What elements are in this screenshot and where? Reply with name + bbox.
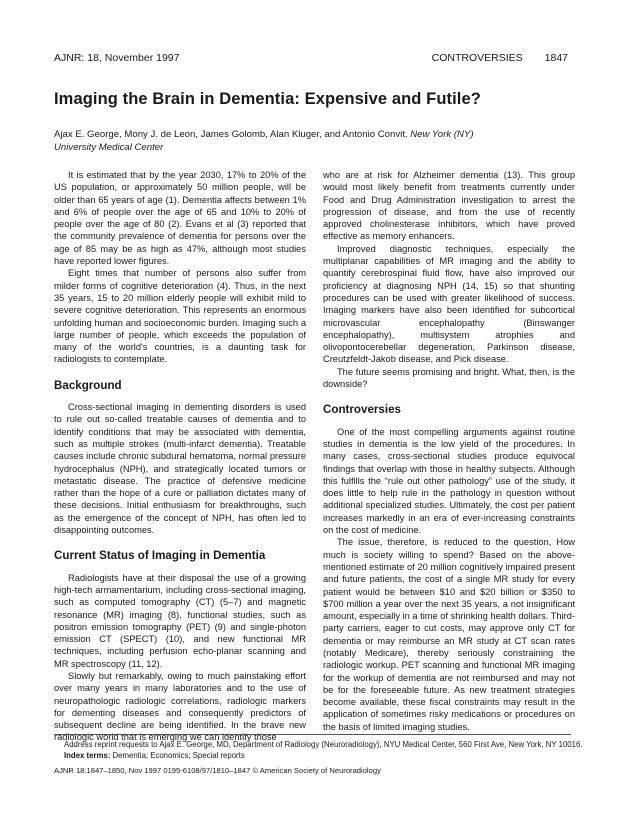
article-title: Imaging the Brain in Dementia: Expensive and Futile? <box>54 90 481 108</box>
left-column <box>54 169 306 744</box>
current-paragraph-4: Improved diagnostic techniques, especially the multiplanar capabilities of MR imaging and the ability to quantify cerebrospinal fluid flow, have also improved our proficiency at diagnosing NPH (14, 15) so that shunting procedures can be used with greater likelihood of success. Imaging markers have also been identified for subcortical microvascular encephalopathy (Binswanger encephalopathy), multisystem atrophies and olivopontocerebellar degeneration, Parkinson disease, Creutzfeldt-Jakob disease, and Pick disease. <box>323 243 575 365</box>
footnote-divider <box>54 734 571 735</box>
right-column <box>323 169 575 733</box>
current-paragraph-2: Slowly but remarkably, owing to much painstaking effort over many years in many laboratories and to the use of neuropathologic radiologic correlations, radiologic markers for dementing diseases and consequently predictors of subsequent decline are being identified. In the brave new radiologic world that is emerging we can identify those <box>54 670 306 743</box>
intro-paragraph-1: It is estimated that by the year 2030, 17% to 20% of the US population, or approximately 50 million people, will be older than 65 years of age (1). Dementia affects between 1% and 6% of people over the age of 65 and 10% to 20% of people over the age of 80 (2). Evans et al (3) reported that the community prevalence of dementia for persons over the age of 85 may be as high as 47%, although most studies have reported lower figures. <box>54 170 306 267</box>
controversies-paragraph-1: One of the most compelling arguments against routine studies in dementia is the low yield of the procedures. In many cases, cross-sectional studies produce equivocal findings that overlap with those in healthy subjects. Although this fulfills the “rule out other pathology” use of the study, it does little to help rule in the pathology in question without additional specialized studies. Ultimately, the cost per patient increases markedly in an era of ever-increasing constraints on the cost of medicine. <box>323 426 575 536</box>
footnote <box>64 739 584 761</box>
page-number: 1847 <box>544 52 568 64</box>
intro-paragraph-2: Eight times that number of persons also suffer from milder forms of cognitive deterioration (4). Thus, in the next 35 years, 15 to 20 million elderly people will exhibit mild to severe cognitive deterioration. This represents an enormous unfolding human and socioeconomic burden. Imaging such a large number of people, which exceeds the population of many of the world's countries, is a daunting task for radiologists to contemplate. <box>54 268 306 365</box>
controversies-paragraph-2: The issue, therefore, is reduced to the question, How much is society willing to spend? Based on the above-mentioned estimate of 20 million cognitively impaired present and future patients, the cost of a single MR study for every patient would be between $10 and $20 billion or $350 to $700 million a year over the next 35 years, a not insignificant amount, especially in a time of shrinking health dollars. Third-party carriers, eager to cut costs, may approve only CT for dementia or may reimburse an MR study at CT scan rates (notably Medicare), thereby seriously constraining the radiologic workup. PET scanning and functional MR imaging for the workup of dementia are not reimbursed and may not be for the foreseeable future. As new treatment strategies become available, these fiscal constraints may result in the application of sometimes risky medications or procedures on the basis of limited imaging studies. <box>323 537 576 732</box>
section-label: CONTROVERSIES <box>431 52 523 64</box>
reprint-address: Address reprint requests to Ajax E. George, MD, Department of Radiology (Neuroradiology), NYU Medical Center, 560 First Ave, New York, NY 10016. <box>64 740 583 749</box>
background-heading: Background <box>54 378 122 392</box>
author-block <box>54 128 574 154</box>
affiliation-city: New York (NY) <box>410 129 474 140</box>
current-paragraph-3: who are at risk for Alzheimer dementia (13). This group would most likely benefit from treatments currently under Food and Drug Administration investigation to arrest the progression of disease, and from the use of recently approved cholinesterase inhibitors, which have proved effective as memory enhancers. <box>323 170 575 242</box>
current-paragraph-5: The future seems promising and bright. What, then, is the downside? <box>323 366 575 390</box>
affiliation: University Medical Center <box>54 142 164 153</box>
index-terms-label: Index terms: <box>64 751 111 760</box>
current-status-heading: Current Status of Imaging in Dementia <box>54 549 266 563</box>
index-terms: Dementia; Economics; Special reports <box>112 751 245 760</box>
current-paragraph-1: Radiologists have at their disposal the use of a growing high-tech armamentarium, including cross-sectional imaging, such as computed tomography (CT) (5–7) and magnetic resonance (MR) imaging (8), functional studies, such as positron emission tomography (PET) (9) and single-photon emission CT (SPECT) (10), and new functional MR techniques, including perfusion echo-planar scanning and MR spectroscopy (11, 12). <box>54 572 306 669</box>
citation-line: AJNR 18:1847–1850, Nov 1997 0195-6108/97/1810–1847 © American Society of Neuroradiology <box>54 766 381 775</box>
journal-header: AJNR: 18, November 1997 <box>54 52 180 64</box>
index-terms-line <box>64 750 584 761</box>
running-header <box>410 52 568 64</box>
controversies-heading: Controversies <box>323 403 401 417</box>
background-paragraph-1: Cross-sectional imaging in dementing disorders is used to rule out so-called treatable causes of dementia and to identify conditions that may be associated with dementia, such as multiple strokes (multi-infarct dementia). Treatable causes include chronic subdural hematoma, normal pressure hydrocephalus (NPH), and strategically located tumors or metastatic disease. The practice of defensive medicine rather than the hope of a cure or palliation dictates many of these decisions. Initial enthusiasm for breakthroughs, such as the emergence of the concept of NPH, has often led to disappointing outcomes. <box>54 402 306 536</box>
author-list: Ajax E. George, Mony J. de Leon, James Golomb, Alan Kluger, and Antonio Convit, <box>54 129 408 140</box>
